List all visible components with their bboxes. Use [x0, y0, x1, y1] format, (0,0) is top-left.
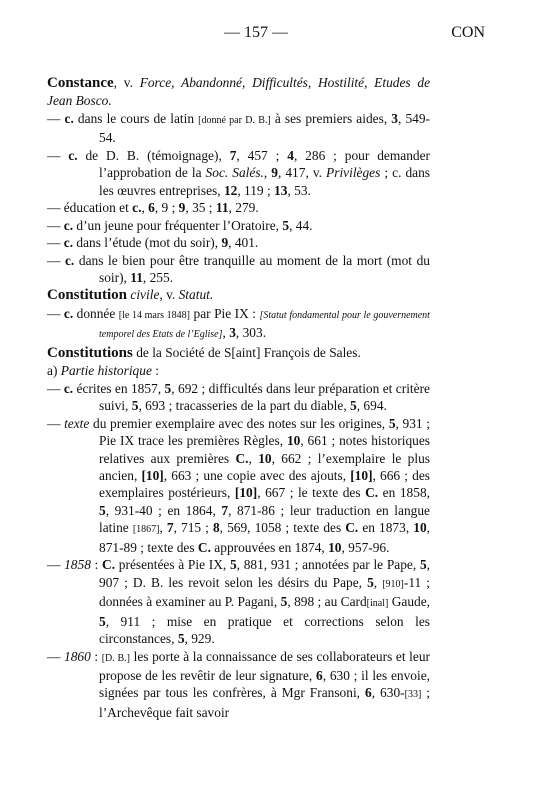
entry-text: —	[47, 252, 65, 268]
entry-text: , v.	[113, 75, 140, 90]
volume-reference: c.	[63, 380, 74, 396]
index-content	[47, 74, 430, 721]
volume-reference: C.	[345, 520, 359, 536]
entry-text: , 881, 931 ; annotées par le Pape,	[236, 557, 420, 573]
entry-text: à ses premiers aides,	[270, 110, 392, 126]
entry-text: , 692 ; difficultés dans leur préparation et critère suivi,	[99, 380, 430, 414]
index-subentry	[47, 217, 430, 234]
entry-text: , 630-	[371, 685, 405, 701]
volume-reference: 5	[280, 594, 288, 610]
entry-text: , 957-96.	[341, 539, 390, 555]
entry-text: dans l’étude (mot du soir),	[73, 235, 222, 251]
volume-reference: 10	[258, 450, 272, 466]
volume-reference: c.	[64, 252, 75, 268]
volume-reference: 4	[287, 147, 294, 163]
entry-text: , 630 ; il les envoie, signées par tous les confrères, à Mgr Fransoni,	[99, 667, 430, 701]
volume-reference: 5	[367, 574, 374, 590]
bracketed-note: [le 14 mars 1848]	[118, 309, 191, 321]
entry-text: ,	[248, 450, 259, 466]
entry-text: approuvées en 1874,	[210, 539, 329, 555]
volume-reference: 9	[178, 200, 186, 216]
entry-text: , 663 ; une copie avec des ajouts,	[163, 467, 351, 483]
volume-reference: 10	[286, 433, 301, 449]
entry-text: par Pie IX :	[190, 305, 260, 321]
volume-reference: 6	[316, 667, 323, 683]
entry-text: ,	[141, 200, 149, 216]
index-subentry	[47, 252, 430, 287]
entry-text: -11 ; données à examiner au P. Pagani,	[99, 574, 431, 610]
entry-text: —	[47, 147, 69, 163]
entry-text: a)	[47, 363, 61, 379]
entry-text: Gaude,	[388, 594, 430, 610]
headword: Constitutions	[47, 344, 133, 361]
entry-text: , 666 ; des exemplaires postérieurs,	[99, 467, 431, 501]
entry-text: , 303.	[235, 325, 267, 341]
entry-text: , 929.	[184, 631, 215, 647]
index-subentry	[47, 556, 430, 647]
italic-text: Soc. Salés.	[205, 165, 264, 181]
volume-reference: 6	[148, 200, 155, 216]
page-header	[0, 24, 537, 44]
entry-text: —	[47, 217, 64, 233]
entry-text: ,	[222, 325, 230, 341]
entry-text: —	[47, 305, 64, 321]
volume-reference: c.	[63, 217, 74, 233]
volume-reference: 9	[221, 235, 229, 251]
italic-text: texte	[64, 415, 90, 431]
entry-text: , 569, 1058 ; texte des	[219, 520, 346, 536]
index-subentry	[47, 415, 430, 557]
index-subentry	[47, 305, 430, 344]
entry-text: , 871-86 ; leur traduction en langue latine	[99, 502, 430, 536]
index-subentry	[47, 648, 430, 722]
entry-text: —	[47, 380, 64, 396]
volume-reference: 13	[274, 182, 288, 198]
entry-text: , 693 ; tracasseries de la part du diable,	[138, 398, 351, 414]
entry-text: —	[47, 235, 64, 251]
volume-reference: C.	[365, 485, 379, 501]
italic-text: civile	[130, 287, 160, 303]
entry-text: ,	[263, 165, 272, 181]
entry-text: dans le bien pour être tranquille au moment de la mort (mot du soir),	[74, 252, 430, 285]
entry-text: , 457 ;	[236, 147, 288, 163]
bracketed-note: [1867]	[132, 524, 160, 536]
entry-text: — éducation et	[47, 200, 133, 216]
bracketed-note: [donné par D. B.]	[198, 114, 271, 126]
index-subentry	[47, 234, 430, 251]
volume-reference: 5	[177, 631, 185, 647]
entry-text: , 44.	[289, 217, 313, 233]
italic-text: Statut.	[178, 287, 214, 303]
entry-text: de la Société de S[aint] François de Sales.	[132, 344, 361, 360]
volume-reference: 3	[391, 110, 398, 126]
volume-reference: 5	[388, 415, 396, 431]
bracketed-note: [inal]	[366, 598, 389, 610]
volume-reference: c.	[63, 305, 74, 321]
entry-text: :	[90, 648, 102, 664]
index-headword-entry	[47, 74, 430, 110]
entry-text: , 911 ; mise en pratique et corrections selon les circonstances,	[99, 613, 430, 647]
volume-reference: C.	[235, 450, 249, 466]
volume-reference: 10	[328, 539, 342, 555]
entry-text: , 279.	[228, 200, 259, 216]
entry-text: , 661 ; notes historiques relatives aux premières	[99, 433, 430, 466]
entry-text: en 1858,	[378, 485, 430, 501]
volume-reference: 3	[229, 325, 236, 341]
entry-text: dans le cours de latin	[73, 110, 199, 126]
index-headword-entry	[47, 344, 430, 362]
entry-text: écrites en 1857,	[73, 380, 165, 396]
entry-text: :	[90, 557, 103, 573]
entry-text: —	[47, 557, 65, 573]
entry-text: , 255.	[142, 269, 174, 285]
entry-text: —	[47, 648, 64, 664]
index-subentry	[47, 110, 430, 147]
volume-reference: 10	[413, 520, 427, 536]
index-headword-entry	[47, 286, 430, 304]
volume-reference: 6	[365, 685, 372, 701]
entry-text: , 931 ; Pie IX trace les premières Règles,	[99, 415, 430, 449]
entry-text: présentées à Pie IX,	[115, 557, 230, 573]
volume-reference: 5	[419, 557, 427, 573]
volume-reference: 11	[130, 269, 143, 285]
volume-reference: 7	[221, 502, 229, 518]
entry-text: ,	[159, 520, 167, 536]
bracketed-note: [33]	[404, 689, 422, 701]
volume-reference: 11	[215, 200, 229, 216]
volume-reference: 5	[99, 502, 106, 518]
entry-text: , v.	[159, 287, 179, 303]
entry-text: , 662 ; l’exemplaire le plus ancien,	[99, 450, 431, 483]
entry-text: , 907 ; D. B. les revoit selon les désirs du Pape,	[99, 557, 430, 590]
entry-text: , 715 ;	[173, 520, 213, 536]
volume-reference: 5	[131, 398, 139, 414]
volume-reference: 12	[223, 182, 238, 198]
volume-reference: [10]	[141, 467, 164, 483]
volume-reference: 5	[99, 613, 106, 629]
volume-reference: c.	[64, 110, 74, 126]
entry-text: , 286 ; pour demander l’approbation de la	[99, 147, 430, 181]
entry-text: ; c. dans les œuvres entreprises,	[99, 165, 431, 198]
headword: Constance	[47, 75, 114, 91]
headword: Constitution	[47, 287, 128, 304]
entry-text: ,	[373, 574, 383, 590]
volume-reference: 5	[350, 398, 357, 414]
entry-text: , 53.	[287, 182, 311, 198]
entry-text: , 871-89 ; texte des	[99, 520, 430, 555]
entry-text: :	[151, 363, 159, 379]
entry-text: , 119 ;	[237, 182, 275, 198]
entry-text: , 401.	[228, 235, 259, 251]
entry-text: , 417, v.	[277, 165, 327, 181]
index-subentry	[47, 380, 430, 415]
volume-reference: 7	[229, 147, 237, 163]
entry-text: de D. B. (témoignage),	[77, 147, 230, 163]
entry-text: , 931-40 ; en 1864,	[105, 502, 222, 518]
italic-text: Privilèges	[326, 165, 381, 181]
entry-text: d’un jeune pour fréquenter l’Oratoire,	[73, 217, 283, 233]
bracketed-note: [910]	[382, 578, 404, 590]
volume-reference: c.	[132, 200, 142, 216]
index-subentry	[47, 147, 430, 199]
entry-text: , 9 ;	[154, 200, 179, 216]
volume-reference: c.	[68, 147, 78, 163]
bracketed-note: [D. B.]	[101, 652, 131, 664]
entry-text: —	[47, 110, 65, 126]
page-number: — 157 —	[224, 24, 288, 41]
entry-text: ; l’Archevêque fait savoir	[99, 685, 430, 720]
volume-reference: [10]	[350, 467, 373, 483]
italic-text: Partie historique	[60, 363, 152, 379]
index-subentry	[47, 199, 430, 216]
volume-reference: 8	[212, 520, 220, 536]
bracketed-note: [Statut fondamental pour le gouvernement temporel des Etats de l’Eglise]	[99, 309, 430, 341]
volume-reference: 5	[229, 557, 237, 573]
entry-text: , 898 ; au Card	[287, 594, 367, 610]
entry-text: , 549-54.	[99, 110, 430, 146]
running-head: CON	[451, 24, 485, 41]
entry-text: , 694.	[356, 398, 387, 414]
section-heading	[47, 362, 430, 379]
entry-text: , 667 ; le texte des	[257, 485, 366, 501]
entry-text: les porte à la connaissance de ses collaborateurs et leur propose de les revêtir de leur signature,	[99, 648, 430, 683]
volume-reference: C.	[197, 539, 211, 555]
italic-text: 1860	[64, 648, 91, 664]
italic-text: 1858	[64, 557, 91, 573]
entry-text: —	[47, 415, 65, 431]
italic-text: Force, Abandonné, Difficultés, Hostilité, Etudes de Jean Bosco.	[47, 75, 431, 109]
entry-text: donnée	[73, 305, 119, 321]
entry-text: en 1873,	[358, 520, 414, 536]
entry-text: du premier exemplaire avec des notes sur les origines,	[89, 415, 389, 431]
volume-reference: 7	[166, 520, 174, 536]
volume-reference: 5	[164, 380, 172, 396]
volume-reference: [10]	[234, 485, 258, 501]
volume-reference: 9	[271, 165, 278, 181]
volume-reference: 5	[282, 217, 290, 233]
entry-text: , 35 ;	[185, 200, 216, 216]
volume-reference: C.	[102, 557, 116, 573]
volume-reference: c.	[63, 235, 74, 251]
